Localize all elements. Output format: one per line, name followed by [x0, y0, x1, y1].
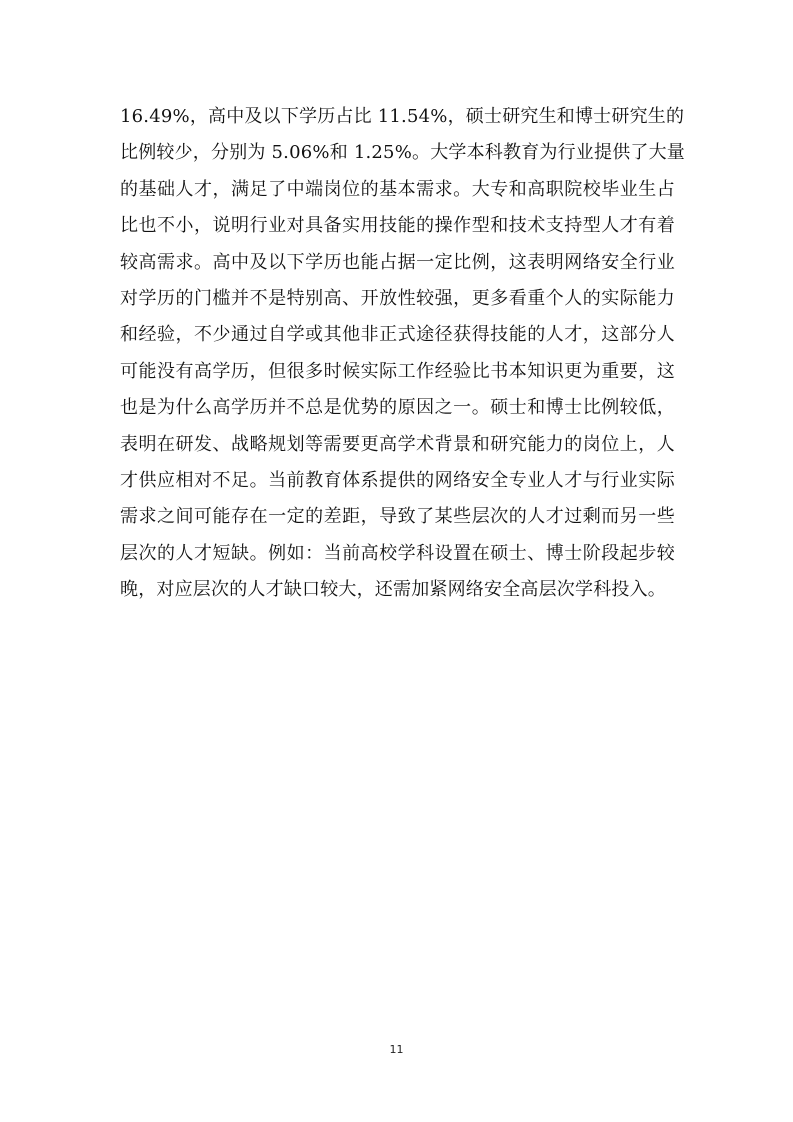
page-number: 11 [389, 1043, 404, 1056]
paragraph-line: 比例较少，分别为 5.06%和 1.25%。大学本科教育为行业提供了大量 [120, 142, 686, 164]
paragraph-line: 16.49%，高中及以下学历占比 11.54%，硕士研究生和博士研究生的 [120, 106, 685, 127]
paragraph-line: 较高需求。高中及以下学历也能占据一定比例，这表明网络安全行业 [120, 251, 675, 273]
paragraph-line: 和经验，不少通过自学或其他非正式途径获得技能的人才，这部分人 [120, 324, 675, 346]
paragraph-line: 比也不小，说明行业对具备实用技能的操作型和技术支持型人才有着 [120, 215, 675, 237]
paragraph-line: 可能没有高学历，但很多时候实际工作经验比书本知识更为重要，这 [120, 360, 675, 382]
paragraph-line: 的基础人才，满足了中端岗位的基本需求。大专和高职院校毕业生占 [120, 178, 675, 200]
paragraph-line: 晚，对应层次的人才缺口较大，还需加紧网络安全高层次学科投入。 [120, 579, 666, 601]
paragraph-line: 才供应相对不足。当前教育体系提供的网络安全专业人才与行业实际 [120, 469, 675, 491]
paragraph-line: 层次的人才短缺。例如：当前高校学科设置在硕士、博士阶段起步较 [120, 542, 675, 564]
body-paragraph [120, 99, 686, 608]
paragraph-line: 需求之间可能存在一定的差距，导致了某些层次的人才过剩而另一些 [120, 506, 675, 528]
paragraph-line: 对学历的门槛并不是特别高、开放性较强，更多看重个人的实际能力 [120, 287, 675, 309]
paragraph-line: 表明在研发、战略规划等需要更高学术背景和研究能力的岗位上，人 [120, 433, 675, 455]
paragraph-line: 也是为什么高学历并不总是优势的原因之一。硕士和博士比例较低， [120, 397, 675, 419]
